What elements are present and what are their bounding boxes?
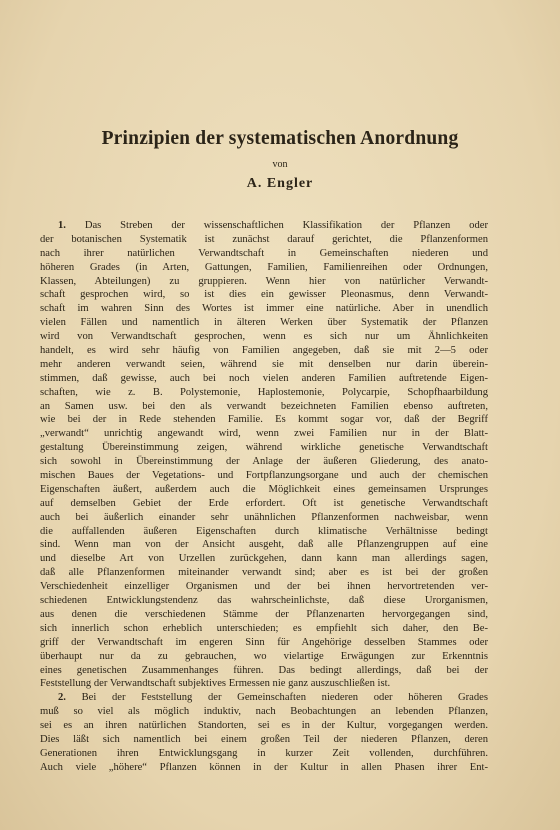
paragraph-first-line [40,691,488,705]
paragraph-text: Das Streben der wissenschaftlichen Klassifikation der Pflanzen oder [84,220,488,231]
text-line: schaft im wahren Sinn des Wortes ist immer eine natürliche. Aber in unendlich [40,303,488,315]
paragraph-number: 1. [58,220,66,231]
text-line: griff der Verwandtschaft im engeren Sinn für Angehörige desselben Stammes oder [40,636,488,648]
text-line: auch bei äußerlich einander sehr unähnlichen Pflanzenformen nachweisbar, wenn [40,511,488,523]
text-line: überhaupt nur da zu gebrauchen, wo vielartige Erwägungen zur Erkenntnis [40,650,488,662]
text-line: und dieselbe Art von Urzellen zurückgehen, dann kann man allerdings sagen, [40,553,488,565]
text-line: schiedenen Entwicklungstendenz das wahrscheinlichste, daß diese Urorganismen, [40,595,488,607]
text-line: mischen Baues der Vegetations- und Fortpflanzungsorgane und auch der chemischen [40,470,488,482]
text-line: wird von Verwandtschaft gesprochen, wenn es sich nur um Ähnlichkeiten [40,331,488,343]
text-line: Auch viele „höhere“ Pflanzen können in der Kultur in allen Phasen ihrer Ent- [40,761,488,773]
text-line: sei es an ihren natürlichen Standorten, sei es in der Kultur, vorgegangen werden. [40,720,488,732]
text-line: eines genetischen Zusammenhanges führen. Das bedingt allerdings, daß bei der [40,664,488,676]
text-line: sich sowohl in Übereinstimmung der Anlage der äußeren Gliederung, des anato- [40,456,488,468]
text-line: wie bei der in Rede stehenden Familie. Es kommt sogar vor, daß der Begriff [40,414,488,426]
text-line: Feststellung der Verwandtschaft subjektives Ermessen nie ganz auszuschließen ist. [40,678,391,690]
paragraph-first-line [40,219,488,233]
text-line: höheren Grades (in Arten, Gattungen, Familien, Familienreihen oder Ordnungen, [40,261,488,273]
text-line: an Samen usw. bei den als verwandt bezeichneten Familien ebenso auftreten, [40,400,488,412]
paragraph-text: Bei der Feststellung der Gemeinschaften niederen oder höheren Grades [81,692,488,704]
text-line: Eigenschaften äußert, außerdem auch die Möglichkeit eines gemeinsamen Ursprunges [40,483,488,495]
text-line: muß so viel als möglich induktiv, nach Beobachtungen an lebenden Pflanzen, [40,706,488,718]
text-line: sind. Wenn man von der Ansicht ausgeht, daß alle Pflanzengruppen auf eine [40,539,488,551]
text-line: der botanischen Systematik ist zunächst darauf gerichtet, die Pflanzenformen [40,233,488,245]
author-name: A. Engler [246,176,314,191]
text-line: die auffallenden äußeren Eigenschaften durch klimatische Verhältnisse bedingt [40,525,488,537]
text-line: schaft gesprochen wird, so ist dies ein gewisser Pleonasmus, denn Verwandt- [40,289,488,301]
article-body [40,219,488,775]
page-title: Prinzipien der systematischen Anordnung [101,128,459,149]
text-line: aus denen die verschiedenen Stämme der Pflanzenarten hervorgegangen sind, [40,608,488,620]
text-line: gestaltung Übereinstimmung zeigen, während wirkliche genetische Verwandtschaft [40,442,488,454]
text-line: Verschiedenheit einzelliger Organismen und der bei ihnen hervortretenden ver- [40,581,488,593]
text-line: stimmen, daß gewisse, auch bei noch vielen anderen Familien auftretende Eigen- [40,372,488,384]
text-line: vielen Fällen und namentlich in älteren Werken über Systematik der Pflanzen [40,317,488,329]
text-line: schaften, wie z. B. Polystemonie, Haplostemonie, Polycarpie, Schopfhaarbildung [40,386,488,398]
text-line: mehr anderen verwandt seien, während sie mit denselben nur darin überein- [40,358,488,370]
text-line: auf demselben Gebiet der Erde erfordert. Oft ist genetische Verwandtschaft [40,497,488,509]
text-line: nach ihrer natürlichen Verwandtschaft in Gemeinschaften niederen und [40,247,488,259]
text-line: daß alle Pflanzenformen miteinander verwandt sind; aber es ist bei der großen [40,567,488,579]
text-line: Generationen ihren Entwicklungsgang in kurzer Zeit vollenden, durchführen. [40,747,488,759]
text-line: Dies läßt sich namentlich bei einem großen Teil der niederen Pflanzen, deren [40,733,488,745]
text-line: sich innerlich schon erheblich unterschieden; es empfiehlt sich daher, den Be- [40,622,488,634]
text-line: Klassen, Abteilungen) zu gruppieren. Wenn hier von natürlicher Verwandt- [40,275,488,287]
paragraph-number: 2. [58,692,66,704]
byline-von: von [272,159,288,170]
text-line: handelt, es wird sehr häufig von Familien angegeben, daß sie mit 2—5 oder [40,345,488,357]
text-line: „verwandt“ unrichtig angewandt wird, wenn zwei Familien nur in der Blatt- [40,428,488,440]
